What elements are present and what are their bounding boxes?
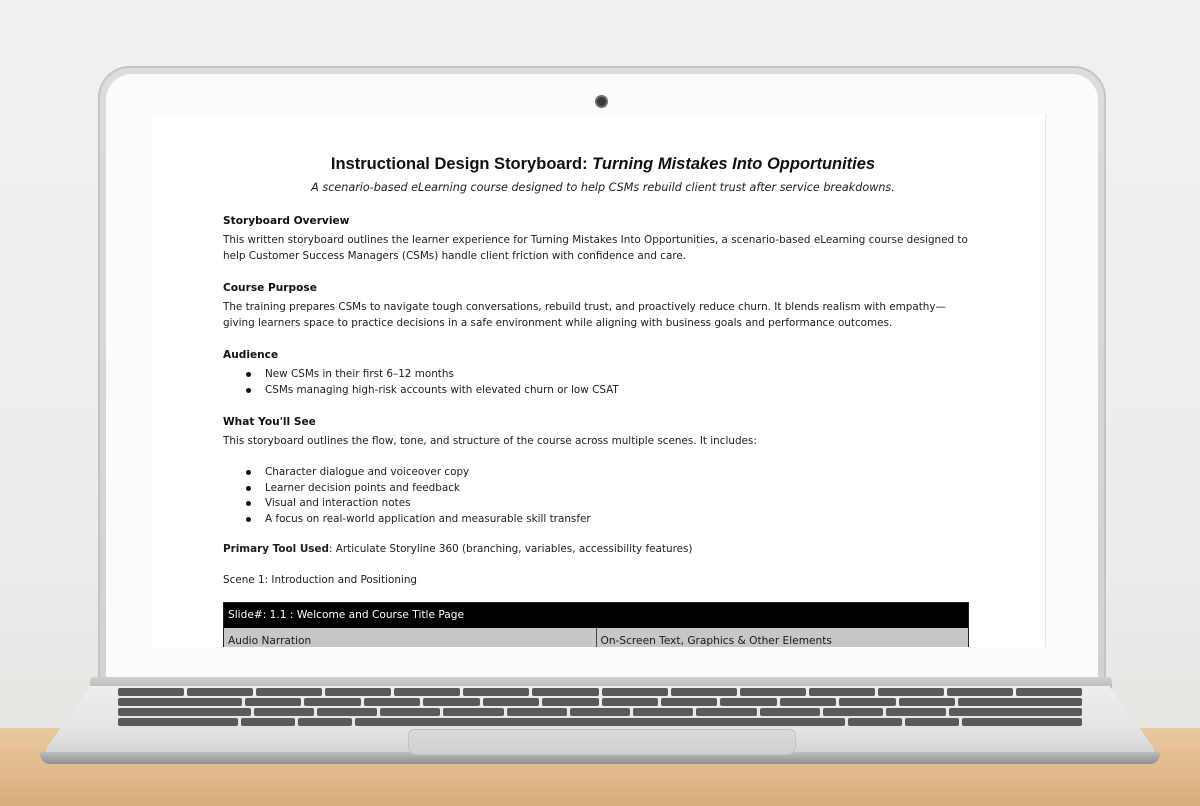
keyboard-key: [949, 708, 1082, 716]
overview-heading: Storyboard Overview: [223, 215, 350, 227]
keyboard-key: [720, 698, 776, 706]
keyboard-key: [780, 698, 836, 706]
keyboard-key: [118, 698, 242, 706]
keyboard-key: [570, 708, 630, 716]
keyboard-key: [962, 718, 1082, 726]
keyboard-key: [740, 688, 806, 696]
list-item: Character dialogue and voiceover copy: [245, 465, 591, 481]
laptop-screen: [152, 114, 1046, 647]
keyboard-key: [878, 688, 944, 696]
keyboard-key: [355, 718, 844, 726]
on-screen-text-column: On-Screen Text, Graphics & Other Elements: [596, 628, 969, 647]
primary-tool-line: [223, 542, 693, 558]
slide-table-header: Slide#: 1.1 : Welcome and Course Title Page: [224, 603, 968, 628]
keyboard-key: [317, 708, 377, 716]
keyboard-key: [532, 688, 598, 696]
audio-narration-column: Audio Narration: [228, 635, 312, 647]
keyboard-key: [661, 698, 717, 706]
keyboard-key: [187, 688, 253, 696]
keyboard-key: [443, 708, 503, 716]
primary-tool-value: : Articulate Storyline 360 (branching, variables, accessibility features): [328, 543, 693, 555]
primary-tool-label: Primary Tool Used: [223, 543, 329, 555]
keyboard-key: [423, 698, 479, 706]
keyboard-row: [118, 698, 1082, 706]
purpose-text: The training prepares CSMs to navigate tough conversations, rebuild trust, and proactively reduce churn. It blends realism with empathy—giving learners space to practice decisions in a safe environment while aligning with business goals and performance outcomes.: [223, 301, 946, 329]
list-item: Visual and interaction notes: [245, 496, 591, 512]
list-item: Learner decision points and feedback: [245, 481, 591, 497]
what-youll-see-text: This storyboard outlines the flow, tone, and structure of the course across multiple scenes. It includes:: [223, 435, 757, 447]
keyboard-key: [823, 708, 883, 716]
keyboard-key: [958, 698, 1082, 706]
list-item: New CSMs in their first 6–12 months: [245, 367, 619, 383]
what-youll-see-list: [245, 465, 591, 527]
keyboard-key: [394, 688, 460, 696]
keyboard-key: [1016, 688, 1082, 696]
keyboard-key: [602, 688, 668, 696]
slide-table: [223, 602, 969, 647]
keyboard-key: [256, 688, 322, 696]
keyboard-row: [118, 718, 1082, 726]
keyboard-key: [298, 718, 352, 726]
audience-heading: Audience: [223, 349, 279, 361]
trackpad: [408, 729, 796, 755]
keyboard-key: [602, 698, 658, 706]
list-item: CSMs managing high-risk accounts with elevated churn or low CSAT: [245, 383, 619, 399]
keyboard-key: [848, 718, 902, 726]
keyboard-key: [483, 698, 539, 706]
keyboard-key: [809, 688, 875, 696]
keyboard-key: [760, 708, 820, 716]
scene-label: Scene 1: Introduction and Positioning: [223, 574, 417, 586]
keyboard-key: [304, 698, 360, 706]
document-subtitle: A scenario-based eLearning course designed to help CSMs rebuild client trust after service breakdowns.: [311, 181, 895, 194]
document-title: [223, 157, 983, 173]
title-emphasis: Turning Mistakes Into Opportunities: [592, 155, 876, 173]
keyboard-key: [839, 698, 895, 706]
keyboard-key: [118, 688, 184, 696]
keyboard-key: [696, 708, 756, 716]
laptop-keyboard: [118, 688, 1082, 728]
keyboard-key: [118, 708, 251, 716]
keyboard-key: [118, 718, 238, 726]
keyboard-key: [241, 718, 295, 726]
webcam-icon: [595, 95, 608, 108]
keyboard-key: [463, 688, 529, 696]
purpose-heading: Course Purpose: [223, 282, 317, 294]
keyboard-key: [633, 708, 693, 716]
keyboard-key: [245, 698, 301, 706]
keyboard-row: [118, 688, 1082, 696]
keyboard-key: [886, 708, 946, 716]
keyboard-key: [671, 688, 737, 696]
keyboard-key: [364, 698, 420, 706]
keyboard-row: [118, 708, 1082, 716]
keyboard-key: [254, 708, 314, 716]
list-item: A focus on real-world application and measurable skill transfer: [245, 512, 591, 528]
keyboard-key: [899, 698, 955, 706]
audience-list: [245, 367, 619, 398]
keyboard-key: [542, 698, 598, 706]
keyboard-key: [947, 688, 1013, 696]
title-prefix: Instructional Design Storyboard:: [330, 155, 593, 173]
keyboard-key: [507, 708, 567, 716]
keyboard-key: [905, 718, 959, 726]
keyboard-key: [325, 688, 391, 696]
overview-text: This written storyboard outlines the learner experience for Turning Mistakes Into Opportunities, a scenario-based eLearning course designed to help Customer Success Managers (CSMs) handle client friction with confidence and care.: [223, 234, 968, 262]
slide-table-columns: [224, 628, 968, 647]
what-youll-see-heading: What You'll See: [223, 416, 316, 428]
keyboard-key: [380, 708, 440, 716]
